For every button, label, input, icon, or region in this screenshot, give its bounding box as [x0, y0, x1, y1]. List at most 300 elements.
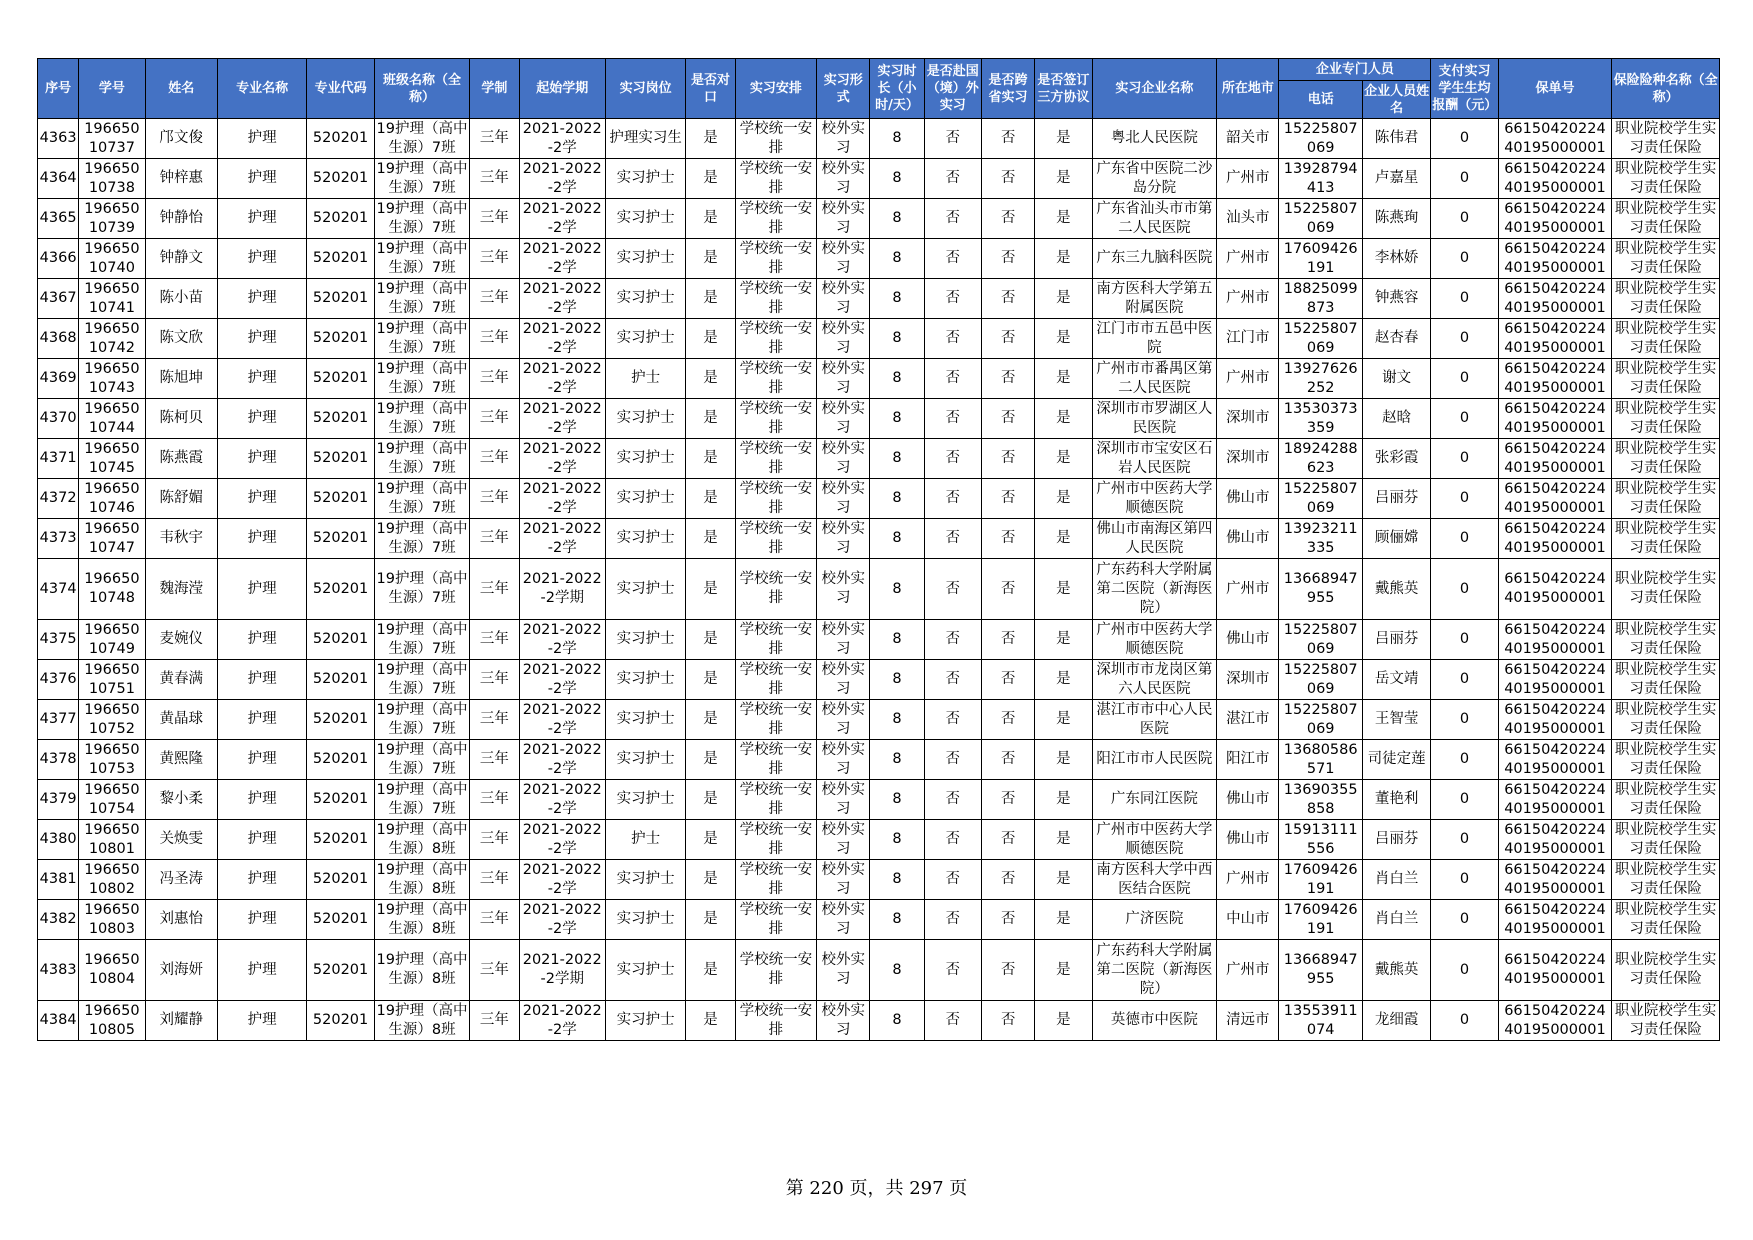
cell-duration	[470, 860, 519, 900]
cell-arrangement	[735, 319, 816, 359]
cell-student-id-text: 19665010742	[84, 320, 140, 356]
cell-pay-text: 0	[1459, 130, 1470, 146]
cell-policy-no-text: 6615042022440195000001	[1504, 571, 1606, 606]
cell-insurance	[1612, 519, 1720, 559]
cell-form-text: 校外实习	[821, 901, 865, 937]
cell-duration-text: 三年	[479, 170, 509, 186]
cell-hours	[870, 940, 924, 1001]
cell-position	[605, 119, 685, 159]
cell-major	[217, 620, 306, 660]
cell-policy-no	[1498, 279, 1612, 319]
cell-major-text: 护理	[247, 250, 277, 266]
cell-arrangement-text: 学校统一安排	[739, 320, 813, 356]
cell-start-term	[519, 359, 605, 399]
cell-abroad	[924, 660, 981, 700]
cell-city-text: 江门市	[1226, 330, 1270, 346]
cell-form	[817, 439, 870, 479]
cell-policy-no	[1498, 439, 1612, 479]
cell-name	[145, 660, 217, 700]
cell-abroad	[924, 399, 981, 439]
cell-hours-text: 8	[892, 170, 902, 186]
cell-matched-text: 是	[703, 330, 718, 346]
cell-pay-text: 0	[1459, 330, 1470, 346]
cell-form-text: 校外实习	[821, 571, 865, 606]
cell-major-code-text: 520201	[312, 330, 369, 346]
cell-duration-text: 三年	[479, 961, 509, 978]
cell-pay	[1431, 439, 1498, 479]
cell-duration-text: 三年	[479, 1012, 509, 1028]
cell-start-term-text: 2021-2022-2学	[522, 1002, 602, 1038]
cell-start-term-text: 2021-2022-2学	[522, 240, 602, 276]
cell-form	[817, 399, 870, 439]
cell-insurance	[1612, 439, 1720, 479]
cell-hours-text: 8	[892, 450, 902, 466]
cell-position	[605, 660, 685, 700]
header-seq: 序号	[38, 59, 79, 119]
cell-start-term-text: 2021-2022-2学	[522, 621, 602, 657]
cell-staff-phone	[1279, 660, 1362, 700]
cell-cross-province-text: 否	[1000, 410, 1016, 426]
cell-hours-text: 8	[892, 530, 902, 546]
cell-cross-province-text: 否	[1000, 1012, 1016, 1028]
cell-major	[217, 780, 306, 820]
cell-policy-no	[1498, 860, 1612, 900]
cell-arrangement	[735, 279, 816, 319]
cell-name-text: 韦秋宇	[159, 530, 203, 546]
cell-hours-text: 8	[892, 370, 902, 386]
header-staff-name: 企业人员姓名	[1362, 81, 1430, 119]
cell-city	[1217, 439, 1279, 479]
cell-form-text: 校外实习	[821, 821, 865, 857]
cell-company-text: 英德市中医院	[1110, 1012, 1198, 1028]
cell-staff-phone	[1279, 199, 1362, 239]
cell-abroad	[924, 359, 981, 399]
cell-arrangement-text: 学校统一安排	[739, 400, 813, 436]
cell-seq-text: 4368	[39, 330, 77, 346]
cell-seq	[38, 279, 79, 319]
cell-seq	[38, 780, 79, 820]
cell-abroad-text: 否	[945, 210, 961, 226]
cell-major	[217, 900, 306, 940]
cell-class-name-text: 19护理（高中生源）7班	[376, 440, 468, 476]
cell-abroad	[924, 860, 981, 900]
cell-position-text: 实习护士	[616, 631, 675, 647]
cell-start-term	[519, 119, 605, 159]
cell-position	[605, 900, 685, 940]
cell-duration-text: 三年	[479, 580, 509, 597]
cell-class-name-text: 19护理（高中生源）8班	[376, 901, 468, 937]
cell-pay-text: 0	[1459, 961, 1470, 978]
cell-cross-province	[981, 900, 1034, 940]
cell-name-text: 魏海滢	[159, 580, 203, 597]
cell-seq	[38, 199, 79, 239]
cell-student-id	[79, 399, 145, 439]
cell-class-name-text: 19护理（高中生源）7班	[376, 520, 468, 556]
cell-cross-province	[981, 319, 1034, 359]
cell-duration-text: 三年	[479, 370, 509, 386]
cell-insurance	[1612, 860, 1720, 900]
cell-major-code	[307, 359, 374, 399]
cell-name	[145, 519, 217, 559]
cell-start-term-text: 2021-2022-2学	[522, 120, 602, 156]
cell-name	[145, 199, 217, 239]
cell-class-name	[374, 519, 470, 559]
cell-pay-text: 0	[1459, 1012, 1470, 1028]
cell-staff-name	[1362, 1001, 1430, 1041]
cell-cross-province	[981, 519, 1034, 559]
table-row	[38, 740, 1720, 780]
cell-staff-phone-text: 13530373359	[1283, 400, 1358, 436]
cell-agreement	[1035, 439, 1092, 479]
header-student-id: 学号	[79, 59, 145, 119]
cell-major-text: 护理	[247, 210, 277, 226]
cell-hours-text: 8	[892, 911, 902, 927]
table-row	[38, 780, 1720, 820]
cell-company	[1092, 359, 1217, 399]
cell-staff-phone	[1279, 119, 1362, 159]
cell-arrangement	[735, 199, 816, 239]
cell-arrangement	[735, 860, 816, 900]
cell-staff-phone-text: 13668947955	[1283, 952, 1358, 987]
cell-abroad	[924, 940, 981, 1001]
cell-company	[1092, 860, 1217, 900]
cell-company-text: 南方医科大学中西医结合医院	[1096, 861, 1213, 897]
cell-position	[605, 439, 685, 479]
cell-city-text: 湛江市	[1226, 711, 1270, 727]
cell-staff-phone-text: 13690355858	[1283, 781, 1358, 817]
cell-seq-text: 4367	[39, 290, 77, 306]
cell-hours-text: 8	[892, 631, 902, 647]
cell-staff-phone	[1279, 359, 1362, 399]
internship-table	[37, 58, 1720, 1041]
cell-staff-name-text: 钟燕容	[1374, 290, 1419, 306]
cell-insurance	[1612, 940, 1720, 1001]
cell-company	[1092, 519, 1217, 559]
cell-cross-province	[981, 860, 1034, 900]
cell-major	[217, 519, 306, 559]
cell-student-id-text: 19665010737	[84, 120, 140, 156]
cell-position-text: 实习护士	[616, 1012, 675, 1028]
cell-start-term-text: 2021-2022-2学	[522, 440, 602, 476]
cell-class-name	[374, 780, 470, 820]
cell-agreement-text: 是	[1056, 671, 1071, 687]
cell-cross-province-text: 否	[1000, 791, 1016, 807]
cell-agreement-text: 是	[1056, 130, 1071, 146]
header-form: 实习形式	[817, 59, 870, 119]
cell-start-term	[519, 279, 605, 319]
cell-major-code-text: 520201	[312, 961, 369, 978]
cell-form	[817, 479, 870, 519]
cell-abroad	[924, 1001, 981, 1041]
cell-city-text: 佛山市	[1226, 791, 1270, 807]
cell-class-name	[374, 319, 470, 359]
cell-duration	[470, 740, 519, 780]
cell-form-text: 校外实习	[821, 240, 865, 276]
cell-major-code-text: 520201	[312, 490, 369, 506]
cell-class-name	[374, 740, 470, 780]
cell-insurance	[1612, 780, 1720, 820]
cell-hours-text: 8	[892, 671, 902, 687]
cell-seq-text: 4380	[39, 831, 77, 847]
cell-company-text: 广东药科大学附属第二医院（新海医院）	[1096, 942, 1213, 997]
cell-agreement	[1035, 239, 1092, 279]
cell-staff-phone-text: 17609426191	[1283, 861, 1358, 897]
cell-major	[217, 479, 306, 519]
cell-position	[605, 519, 685, 559]
cell-start-term-text: 2021-2022-2学	[522, 400, 602, 436]
header-agreement: 是否签订三方协议	[1035, 59, 1092, 119]
cell-form	[817, 740, 870, 780]
cell-abroad	[924, 199, 981, 239]
cell-arrangement	[735, 780, 816, 820]
cell-abroad	[924, 740, 981, 780]
cell-staff-name-text: 顾俪嫦	[1374, 530, 1419, 546]
cell-class-name-text: 19护理（高中生源）7班	[376, 200, 468, 236]
cell-major-code	[307, 620, 374, 660]
cell-company	[1092, 199, 1217, 239]
cell-staff-phone-text: 17609426191	[1283, 240, 1358, 276]
cell-major-code	[307, 159, 374, 199]
cell-abroad-text: 否	[945, 580, 961, 597]
cell-pay-text: 0	[1459, 210, 1470, 226]
cell-duration	[470, 1001, 519, 1041]
cell-staff-phone	[1279, 820, 1362, 860]
cell-class-name-text: 19护理（高中生源）8班	[376, 952, 468, 987]
cell-student-id-text: 19665010801	[84, 821, 140, 857]
cell-agreement	[1035, 780, 1092, 820]
cell-agreement-text: 是	[1056, 490, 1071, 506]
cell-policy-no-text: 6615042022440195000001	[1504, 440, 1606, 476]
cell-form-text: 校外实习	[821, 781, 865, 817]
cell-major	[217, 359, 306, 399]
cell-form	[817, 119, 870, 159]
cell-arrangement-text: 学校统一安排	[739, 200, 813, 236]
cell-major-text: 护理	[247, 170, 277, 186]
cell-seq-text: 4377	[39, 711, 77, 727]
cell-matched	[686, 660, 735, 700]
cell-start-term-text: 2021-2022-2学	[522, 661, 602, 697]
cell-agreement	[1035, 1001, 1092, 1041]
cell-matched-text: 是	[703, 530, 718, 546]
cell-matched-text: 是	[703, 671, 718, 687]
cell-abroad-text: 否	[945, 290, 961, 306]
cell-cross-province	[981, 279, 1034, 319]
table-row	[38, 940, 1720, 1001]
cell-major-text: 护理	[247, 130, 277, 146]
cell-form-text: 校外实习	[821, 320, 865, 356]
cell-city	[1217, 119, 1279, 159]
cell-abroad-text: 否	[945, 450, 961, 466]
cell-staff-name-text: 戴熊英	[1374, 580, 1419, 597]
cell-staff-name	[1362, 199, 1430, 239]
table-row	[38, 1001, 1720, 1041]
cell-insurance-text: 职业院校学生实习责任保险	[1614, 1002, 1717, 1038]
cell-agreement-text: 是	[1056, 170, 1071, 186]
cell-name	[145, 119, 217, 159]
cell-policy-no	[1498, 159, 1612, 199]
cell-policy-no-text: 6615042022440195000001	[1504, 741, 1606, 777]
cell-position	[605, 399, 685, 439]
cell-matched	[686, 620, 735, 660]
cell-class-name	[374, 660, 470, 700]
cell-arrangement-text: 学校统一安排	[739, 160, 813, 196]
cell-position-text: 实习护士	[616, 490, 675, 506]
cell-duration-text: 三年	[479, 911, 509, 927]
cell-start-term-text: 2021-2022-2学	[522, 480, 602, 516]
cell-major	[217, 279, 306, 319]
cell-form	[817, 1001, 870, 1041]
cell-matched-text: 是	[703, 450, 718, 466]
cell-matched-text: 是	[703, 711, 718, 727]
cell-student-id	[79, 519, 145, 559]
cell-company-text: 广州市中医药大学顺德医院	[1096, 621, 1213, 657]
cell-form	[817, 319, 870, 359]
cell-seq-text: 4363	[39, 130, 77, 146]
cell-city	[1217, 519, 1279, 559]
cell-class-name	[374, 159, 470, 199]
cell-policy-no-text: 6615042022440195000001	[1504, 160, 1606, 196]
cell-policy-no	[1498, 940, 1612, 1001]
cell-major-code-text: 520201	[312, 911, 369, 927]
cell-arrangement-text: 学校统一安排	[739, 360, 813, 396]
cell-cross-province	[981, 479, 1034, 519]
cell-agreement	[1035, 900, 1092, 940]
cell-staff-phone	[1279, 780, 1362, 820]
cell-major	[217, 199, 306, 239]
cell-cross-province	[981, 780, 1034, 820]
cell-pay	[1431, 319, 1498, 359]
cell-duration-text: 三年	[479, 871, 509, 887]
cell-city	[1217, 660, 1279, 700]
cell-cross-province	[981, 119, 1034, 159]
cell-matched	[686, 439, 735, 479]
cell-seq-text: 4376	[39, 671, 77, 687]
cell-class-name-text: 19护理（高中生源）7班	[376, 701, 468, 737]
cell-major-code-text: 520201	[312, 791, 369, 807]
cell-abroad	[924, 780, 981, 820]
cell-matched	[686, 319, 735, 359]
cell-position-text: 实习护士	[616, 671, 675, 687]
cell-duration-text: 三年	[479, 671, 509, 687]
cell-city	[1217, 620, 1279, 660]
cell-pay	[1431, 119, 1498, 159]
cell-duration-text: 三年	[479, 530, 509, 546]
cell-hours	[870, 1001, 924, 1041]
cell-abroad	[924, 479, 981, 519]
cell-agreement-text: 是	[1056, 290, 1071, 306]
cell-insurance	[1612, 159, 1720, 199]
cell-policy-no	[1498, 660, 1612, 700]
cell-city	[1217, 820, 1279, 860]
cell-duration	[470, 159, 519, 199]
cell-class-name	[374, 559, 470, 620]
cell-class-name-text: 19护理（高中生源）7班	[376, 280, 468, 316]
cell-matched-text: 是	[703, 370, 718, 386]
cell-matched	[686, 279, 735, 319]
cell-class-name-text: 19护理（高中生源）7班	[376, 360, 468, 396]
cell-staff-name-text: 李林娇	[1374, 250, 1419, 266]
cell-form	[817, 820, 870, 860]
header-hours: 实习时长（小时/天）	[870, 59, 924, 119]
cell-matched	[686, 199, 735, 239]
cell-policy-no	[1498, 559, 1612, 620]
cell-city	[1217, 1001, 1279, 1041]
cell-seq	[38, 900, 79, 940]
cell-staff-name-text: 张彩霞	[1374, 450, 1419, 466]
cell-matched	[686, 820, 735, 860]
cell-class-name	[374, 620, 470, 660]
cell-pay-text: 0	[1459, 751, 1470, 767]
cell-start-term-text: 2021-2022-2学	[522, 280, 602, 316]
cell-pay	[1431, 1001, 1498, 1041]
cell-duration-text: 三年	[479, 791, 509, 807]
cell-student-id	[79, 119, 145, 159]
cell-duration	[470, 559, 519, 620]
cell-pay	[1431, 199, 1498, 239]
cell-agreement	[1035, 820, 1092, 860]
cell-agreement	[1035, 199, 1092, 239]
cell-seq-text: 4370	[39, 410, 77, 426]
cell-agreement-text: 是	[1056, 831, 1071, 847]
cell-abroad-text: 否	[945, 671, 961, 687]
cell-city	[1217, 279, 1279, 319]
cell-duration-text: 三年	[479, 330, 509, 346]
cell-duration	[470, 359, 519, 399]
cell-seq-text: 4369	[39, 370, 77, 386]
cell-agreement-text: 是	[1056, 530, 1071, 546]
cell-insurance	[1612, 559, 1720, 620]
cell-major-code-text: 520201	[312, 130, 369, 146]
cell-major-code	[307, 660, 374, 700]
cell-agreement	[1035, 319, 1092, 359]
cell-duration	[470, 620, 519, 660]
table-body	[38, 119, 1720, 1041]
header-cross-province: 是否跨省实习	[981, 59, 1034, 119]
cell-major-text: 护理	[247, 580, 277, 597]
cell-insurance-text: 职业院校学生实习责任保险	[1614, 821, 1717, 857]
cell-position-text: 实习护士	[616, 871, 675, 887]
cell-cross-province-text: 否	[1000, 711, 1016, 727]
cell-position	[605, 239, 685, 279]
cell-insurance-text: 职业院校学生实习责任保险	[1614, 621, 1717, 657]
cell-seq-text: 4374	[39, 580, 77, 597]
cell-company	[1092, 740, 1217, 780]
cell-form-text: 校外实习	[821, 520, 865, 556]
cell-policy-no-text: 6615042022440195000001	[1504, 400, 1606, 436]
header-matched: 是否对口	[686, 59, 735, 119]
cell-major-code-text: 520201	[312, 580, 369, 597]
cell-cross-province-text: 否	[1000, 170, 1016, 186]
cell-matched	[686, 239, 735, 279]
cell-staff-name	[1362, 660, 1430, 700]
cell-staff-phone-text: 13553911074	[1283, 1002, 1358, 1038]
cell-major-code-text: 520201	[312, 530, 369, 546]
cell-major-text: 护理	[247, 671, 277, 687]
cell-name-text: 黎小柔	[159, 791, 203, 807]
cell-name	[145, 620, 217, 660]
cell-duration-text: 三年	[479, 751, 509, 767]
cell-company	[1092, 279, 1217, 319]
cell-cross-province-text: 否	[1000, 210, 1016, 226]
cell-form-text: 校外实习	[821, 120, 865, 156]
cell-arrangement-text: 学校统一安排	[739, 701, 813, 737]
cell-student-id-text: 19665010744	[84, 400, 140, 436]
cell-policy-no	[1498, 740, 1612, 780]
cell-arrangement	[735, 119, 816, 159]
cell-staff-phone-text: 17609426191	[1283, 901, 1358, 937]
cell-staff-name-text: 肖白兰	[1374, 911, 1419, 927]
cell-city-text: 韶关市	[1226, 130, 1270, 146]
